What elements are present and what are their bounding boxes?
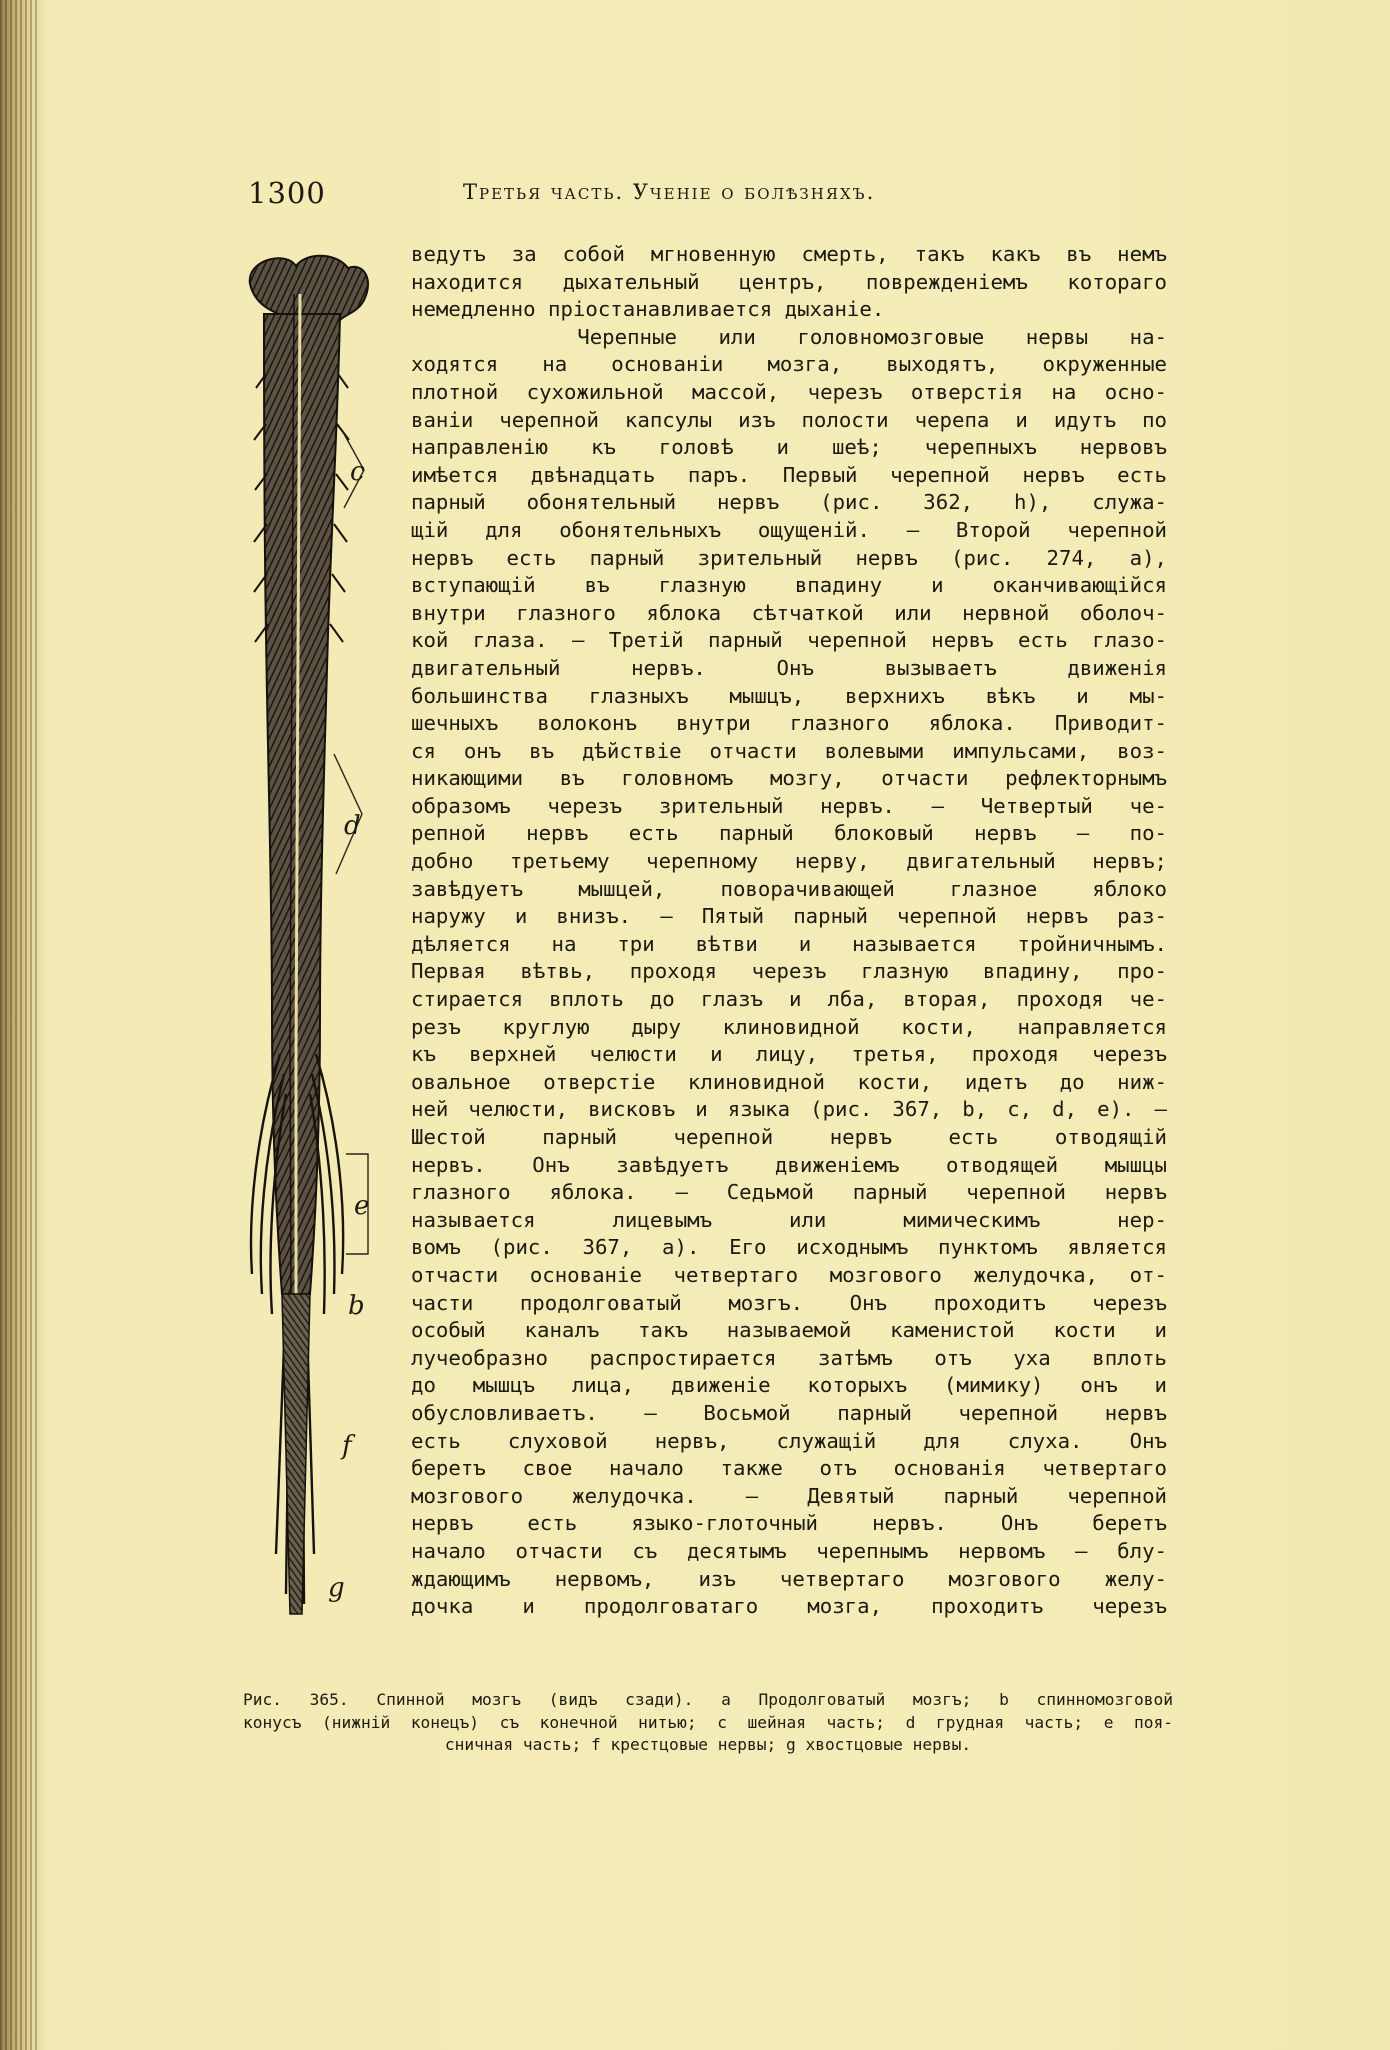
- text-line: находится дыхательный центръ, поврежденіемъ котораго: [411, 269, 1167, 294]
- text-line: начало отчасти съ десятымъ черепнымъ нервомъ — блу-: [411, 1538, 1167, 1563]
- text-line: части продолговатый мозгъ. Онъ проходитъ черезъ: [411, 1290, 1167, 1315]
- text-line: кой глаза. — Третій парный черепной нервъ есть глазо-: [411, 628, 1167, 653]
- text-line: шечныхъ волоконъ внутри глазного яблока. Приводит-: [411, 711, 1167, 736]
- text-line: двигательный нервъ. Онъ вызываетъ движенія: [411, 655, 1167, 680]
- text-line: называется лицевымъ или мимическимъ нер-: [411, 1207, 1167, 1232]
- page-header: [248, 176, 1188, 216]
- text-line: глазного яблока. — Седьмой парный черепной нервъ: [411, 1180, 1167, 1205]
- text-line: особый каналъ такъ называемой каменистой кости и: [411, 1318, 1167, 1343]
- text-line: добно третьему черепному нерву, двигательный нервъ;: [411, 849, 1167, 874]
- caption-line: сничная часть; f крестцовые нервы; g хвостцовые нервы.: [444, 1735, 972, 1754]
- text-line: вомъ (рис. 367, a). Его исходнымъ пунктомъ является: [411, 1235, 1167, 1260]
- text-line: ходятся на основаніи мозга, выходятъ, окруженные: [411, 352, 1167, 377]
- text-line: парный обонятельный нервъ (рис. 362, h), служа-: [411, 490, 1167, 515]
- text-line: направленію къ головѣ и шеѣ; черепныхъ нервовъ: [411, 435, 1167, 460]
- text-line: резъ круглую дыру клиновидной кости, направляется: [411, 1014, 1167, 1039]
- text-line: нервъ. Онъ завѣдуетъ движеніемъ отводящей мышцы: [411, 1152, 1167, 1177]
- text-line: Шестой парный черепной нервъ есть отводящій: [411, 1125, 1167, 1149]
- page-edge: [0, 0, 38, 2050]
- spinal-cord-figure: [236, 254, 396, 1634]
- text-line: наружу и внизъ. — Пятый парный черепной нервъ раз-: [411, 904, 1167, 929]
- text-line: мозгового желудочка. — Девятый парный черепной: [411, 1483, 1167, 1508]
- text-line: образомъ черезъ зрительный нервъ. — Четвертый че-: [411, 793, 1167, 818]
- figure-label-f: f: [342, 1431, 352, 1461]
- text-line: Первая вѣтвь, проходя черезъ глазную впадину, про-: [411, 959, 1167, 984]
- text-line: ся онъ въ дѣйствіе отчасти волевыми импульсами, воз-: [411, 738, 1167, 763]
- text-line: внутри глазного яблока сѣтчаткой или нервной оболоч-: [411, 600, 1167, 625]
- text-line: никающими въ головномъ мозгу, отчасти рефлекторнымъ: [411, 766, 1167, 791]
- text-line: щій для обонятельныхъ ощущеній. — Второй черепной: [411, 517, 1167, 542]
- text-line: плотной сухожильной массой, черезъ отверстія на осно-: [411, 379, 1167, 404]
- text-line: есть слуховой нервъ, служащій для слуха. Онъ: [411, 1428, 1167, 1453]
- text-line: дѣляется на три вѣтви и называется тройничнымъ.: [411, 931, 1167, 956]
- text-line: отчасти основаніе четвертаго мозгового желудочка, от-: [411, 1262, 1167, 1287]
- text-line: ней челюсти, висковъ и языка (рис. 367, b, c, d, e). —: [411, 1097, 1167, 1122]
- figure-label-e: e: [354, 1191, 370, 1221]
- text-line: завѣдуетъ мышцей, поворачивающей глазное яблоко: [411, 876, 1167, 901]
- text-line: обусловливаетъ. — Восьмой парный черепной нервъ: [411, 1400, 1167, 1425]
- text-line: Черепные или головномозговые нервы на-: [411, 324, 1167, 349]
- text-line: къ верхней челюсти и лицу, третья, проходя черезъ: [411, 1042, 1167, 1067]
- text-line: до мышцъ лица, движеніе которыхъ (мимику) онъ и: [411, 1373, 1167, 1398]
- body-text: [411, 241, 1167, 1621]
- figure-caption: [243, 1689, 1173, 1757]
- text-line: вступающій въ глазную впадину и оканчивающійся: [411, 573, 1167, 598]
- caption-line: Рис. 365. Спинной мозгъ (видъ сзади). a Продолговатый мозгъ; b спинномозговой: [243, 1690, 1173, 1709]
- text-line: немедленно пріостанавливается дыханіе.: [411, 297, 885, 322]
- caption-line: конусъ (нижній конецъ) съ конечной нитью; c шейная часть; d грудная часть; e поя-: [243, 1712, 1173, 1732]
- figure-label-g: g: [328, 1573, 345, 1603]
- page-number: 1300: [248, 176, 326, 210]
- figure-label-c: c: [350, 457, 365, 487]
- text-line: большинства глазныхъ мышцъ, верхнихъ вѣкъ и мы-: [411, 683, 1167, 708]
- text-line: дочка и продолговатаго мозга, проходитъ черезъ: [411, 1594, 1167, 1619]
- text-line: овальное отверстіе клиновидной кости, идетъ до ниж-: [411, 1069, 1167, 1094]
- text-line: лучеобразно распростирается затѣмъ отъ уха вплоть: [411, 1345, 1167, 1370]
- text-line: ваніи черепной капсулы изъ полости черепа и идутъ по: [411, 407, 1167, 432]
- spinal-cord-illustration: [236, 254, 396, 1634]
- text-line: нервъ есть языко-глоточный нервъ. Онъ беретъ: [411, 1511, 1167, 1536]
- text-line: имѣется двѣнадцать паръ. Первый черепной нервъ есть: [411, 462, 1167, 487]
- running-head: Третья часть. Ученіе о болѣзняхъ.: [463, 180, 876, 204]
- text-line: ждающимъ нервомъ, изъ четвертаго мозгового желу-: [411, 1566, 1167, 1591]
- text-line: нервъ есть парный зрительный нервъ (рис. 274, a),: [411, 545, 1167, 570]
- text-line: стирается вплоть до глазъ и лба, вторая, проходя че-: [411, 987, 1167, 1012]
- figure-label-b: b: [348, 1291, 365, 1321]
- text-line: репной нервъ есть парный блоковый нервъ — по-: [411, 821, 1167, 846]
- text-line: ведутъ за собой мгновенную смерть, такъ какъ въ немъ: [411, 242, 1167, 266]
- text-line: беретъ свое начало также отъ основанія четвертаго: [411, 1456, 1167, 1481]
- figure-label-d: d: [344, 811, 361, 841]
